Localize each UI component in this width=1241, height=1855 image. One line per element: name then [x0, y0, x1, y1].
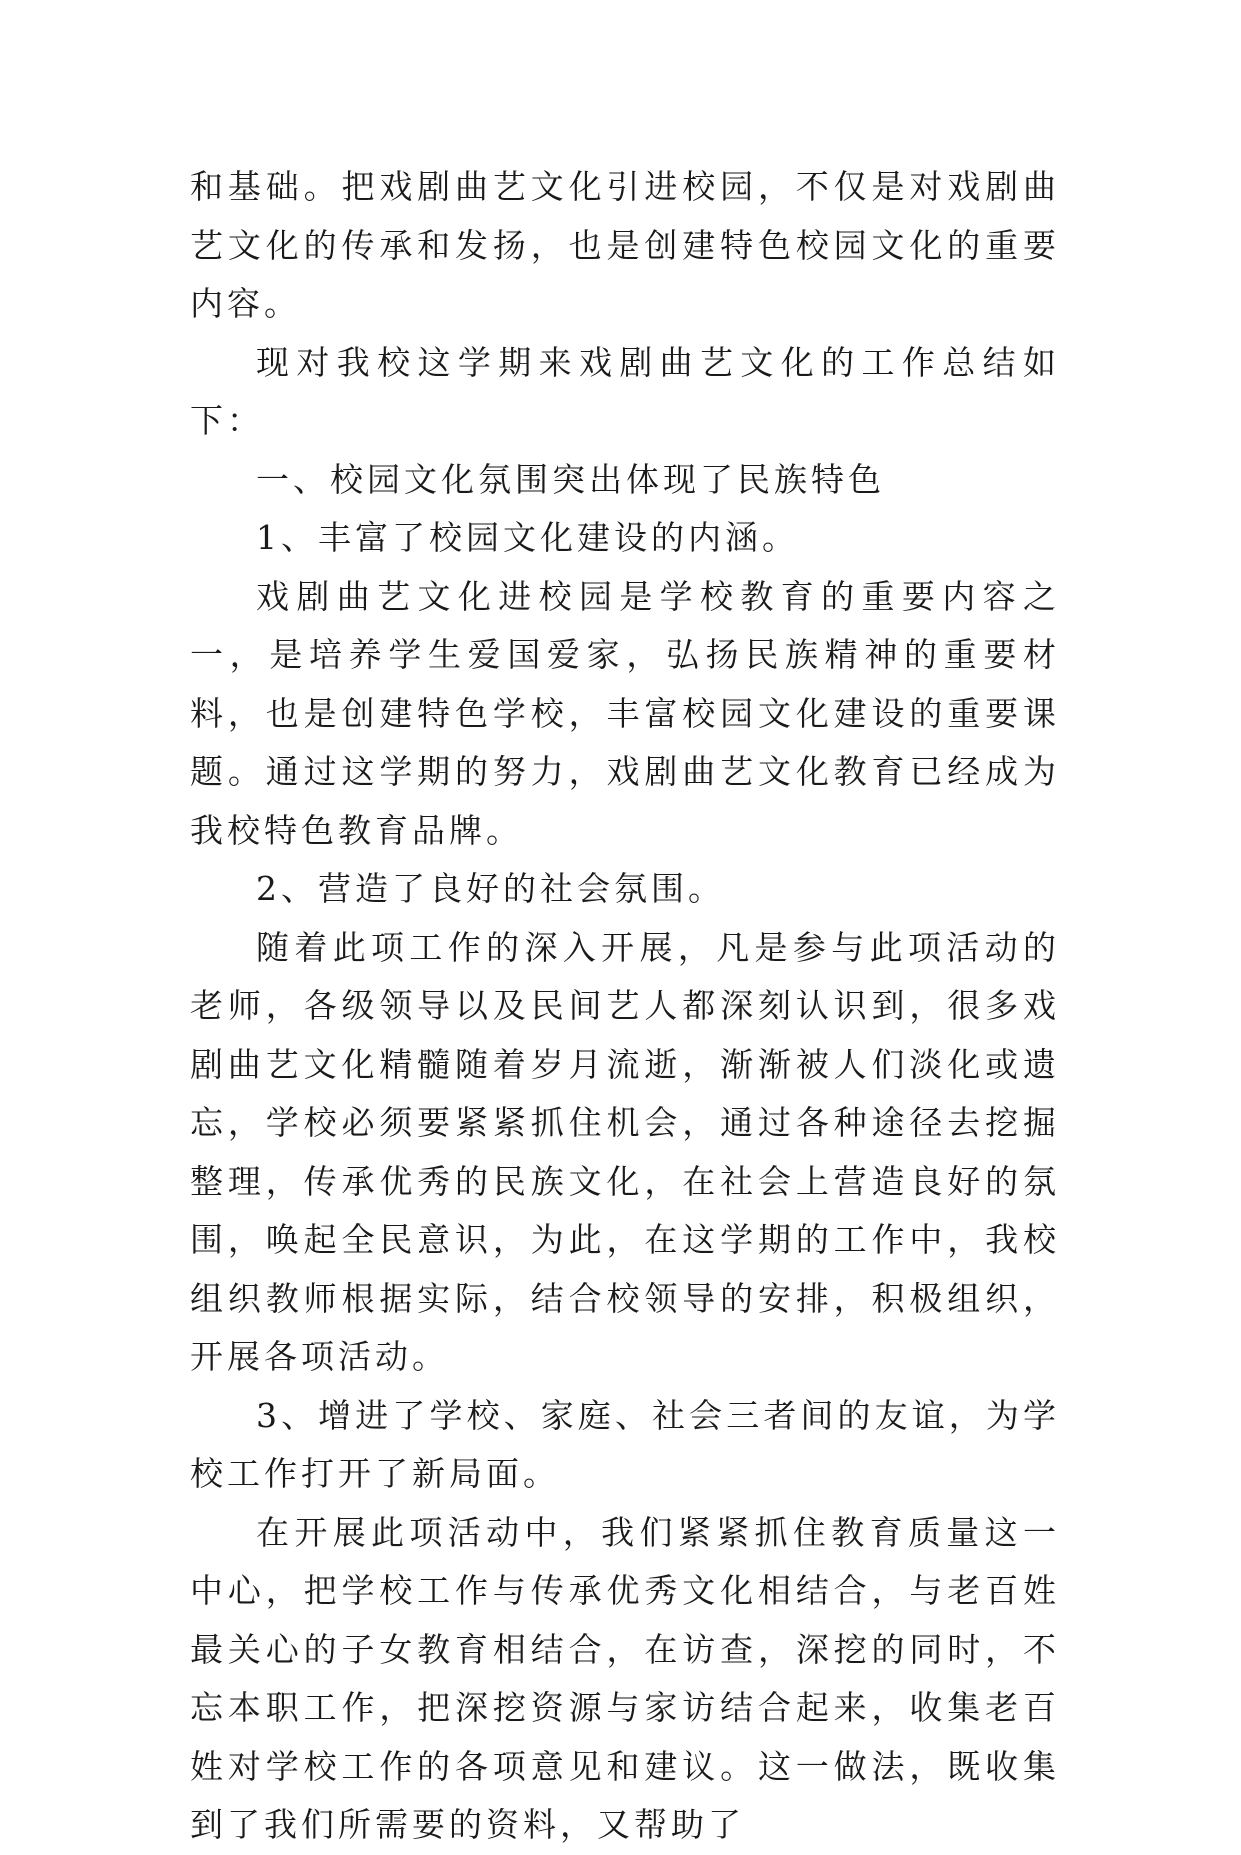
- subheading-2: 2、营造了良好的社会氛围。: [256, 869, 725, 908]
- paragraph-summary-lead: 现对我校这学期来戏剧曲艺文化的工作总结如下：: [190, 342, 1060, 440]
- paragraph-intro-continuation: 和基础。把戏剧曲艺文化引进校园，不仅是对戏剧曲艺文化的传承和发扬，也是创建特色校园文化的重要内容。: [190, 167, 1060, 323]
- paragraph-body-1: 戏剧曲艺文化进校园是学校教育的重要内容之一，是培养学生爱国爱家，弘扬民族精神的重要材料，也是创建特色学校，丰富校园文化建设的重要课题。通过这学期的努力，戏剧曲艺文化教育已经成为我校特色教育品牌。: [190, 576, 1060, 850]
- subheading-1: 1、丰富了校园文化建设的内涵。: [256, 518, 799, 557]
- subheading-3: 3、增进了学校、家庭、社会三者间的友谊，为学校工作打开了新局面。: [190, 1395, 1060, 1493]
- document-body: [190, 158, 1060, 1855]
- paragraph-body-2: 随着此项工作的深入开展，凡是参与此项活动的老师，各级领导以及民间艺人都深刻认识到，很多戏剧曲艺文化精髓随着岁月流逝，渐渐被人们淡化或遗忘，学校必须要紧紧抓住机会，通过各种途径去挖掘整理，传承优秀的民族文化，在社会上营造良好的氛围，唤起全民意识，为此，在这学期的工作中，我校组织教师根据实际，结合校领导的安排，积极组织，开展各项活动。: [190, 927, 1060, 1376]
- section-heading-1: 一、校园文化氛围突出体现了民族特色: [256, 459, 885, 499]
- paragraph-body-3: 在开展此项活动中，我们紧紧抓住教育质量这一中心，把学校工作与传承优秀文化相结合，与老百姓最关心的子女教育相结合，在访查，深挖的同时，不忘本职工作，把深挖资源与家访结合起来，收集老百姓对学校工作的各项意见和建议。这一做法，既收集到了我们所需要的资料，又帮助了: [190, 1512, 1060, 1844]
